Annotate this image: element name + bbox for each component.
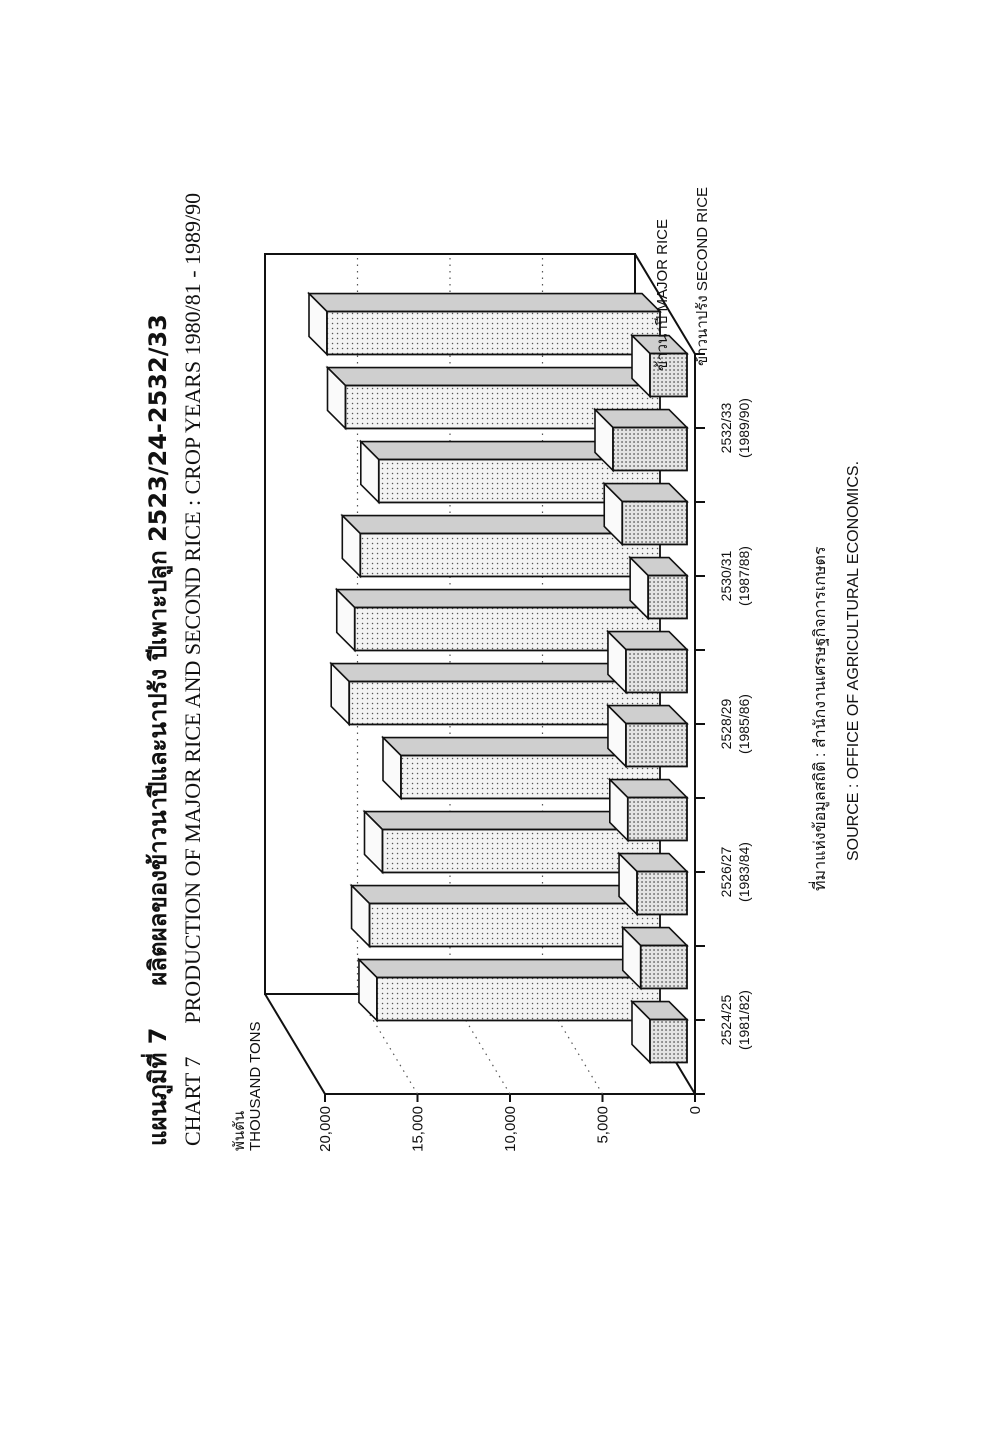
y-tick-label: 5,000 [594, 1106, 612, 1144]
bar-side-face [328, 368, 661, 386]
bar-front-face [626, 724, 687, 767]
second-rice-bar [608, 632, 687, 693]
y-tick-label: 10,000 [502, 1106, 519, 1152]
legend-second-rice: ข้าวนาปรัง SECOND RICE [694, 186, 711, 366]
x-tick-label-thai-year: 2532/33 [718, 402, 734, 454]
bar-front-face [628, 798, 687, 841]
second-rice-bar [604, 484, 687, 545]
bar-front-face [650, 1020, 687, 1063]
second-rice-bar [632, 1002, 687, 1063]
major-rice-bar [359, 960, 660, 1021]
second-rice-bar [595, 410, 687, 471]
unit-label-thai: พันตัน [231, 1110, 248, 1151]
bar-side-face [309, 294, 660, 312]
left-wall-top-edge [265, 994, 325, 1094]
second-rice-bar [619, 854, 687, 915]
legend-major-rice: ข้าวนาปี MAJOR RICE [654, 219, 671, 371]
bar-front-face [641, 946, 687, 989]
x-tick-label-thai-year: 2528/29 [718, 698, 734, 750]
bar-front-face [327, 312, 660, 355]
bar-front-face [637, 872, 687, 915]
major-rice-bar [352, 886, 660, 947]
bar-front-face [613, 428, 687, 471]
major-rice-bar [309, 294, 660, 355]
second-rice-bar [623, 928, 687, 989]
second-rice-bar [630, 558, 687, 619]
second-rice-bar [608, 706, 687, 767]
second-rice-bar [610, 780, 687, 841]
bar-front-face [377, 978, 660, 1021]
bar-side-face [352, 886, 660, 904]
y-tick-label: 15,000 [409, 1106, 427, 1152]
unit-label-english: THOUSAND TONS [247, 1021, 264, 1151]
x-tick-label-gregorian-year: (1989/90) [736, 398, 752, 458]
bar-front-face [360, 534, 660, 577]
chart-number-english: CHART 7 [180, 1056, 205, 1146]
x-tick-label-gregorian-year: (1987/88) [736, 546, 752, 606]
bar-front-face [622, 502, 687, 545]
x-tick-label-gregorian-year: (1981/82) [736, 990, 752, 1050]
x-tick-label-thai-year: 2524/25 [718, 994, 734, 1046]
x-tick-label-thai-year: 2530/31 [718, 550, 734, 602]
x-tick-label-thai-year: 2526/27 [718, 846, 734, 898]
y-tick-label: 0 [687, 1106, 704, 1115]
chart-title-thai-text: ผลิตผลของข้าวนาปีและนาปรัง ปีเพาะปลูก 2523/24-2532/33 [144, 314, 172, 986]
source-thai: ที่มาแห่งข้อมูลสถิติ : สำนักงานเศรษฐกิจการเกษตร [812, 546, 829, 891]
bar-side-face [359, 960, 660, 978]
bar-front-face [370, 904, 660, 947]
chart-title-english-text: PRODUCTION OF MAJOR RICE AND SECOND RICE : CROP YEARS 1980/81 - 1989/90 [180, 192, 205, 1024]
source-english: SOURCE : OFFICE OF AGRICULTURAL ECONOMICS. [845, 460, 862, 861]
bar-side-face [337, 590, 660, 608]
y-tick-label: 20,000 [317, 1106, 334, 1152]
x-tick-label-gregorian-year: (1985/86) [736, 694, 752, 754]
bar-front-face [648, 576, 687, 619]
bar-front-face [626, 650, 687, 693]
chart-number-thai: แผนภูมิที่ 7 [144, 1027, 172, 1146]
x-tick-label-gregorian-year: (1983/84) [736, 842, 752, 902]
